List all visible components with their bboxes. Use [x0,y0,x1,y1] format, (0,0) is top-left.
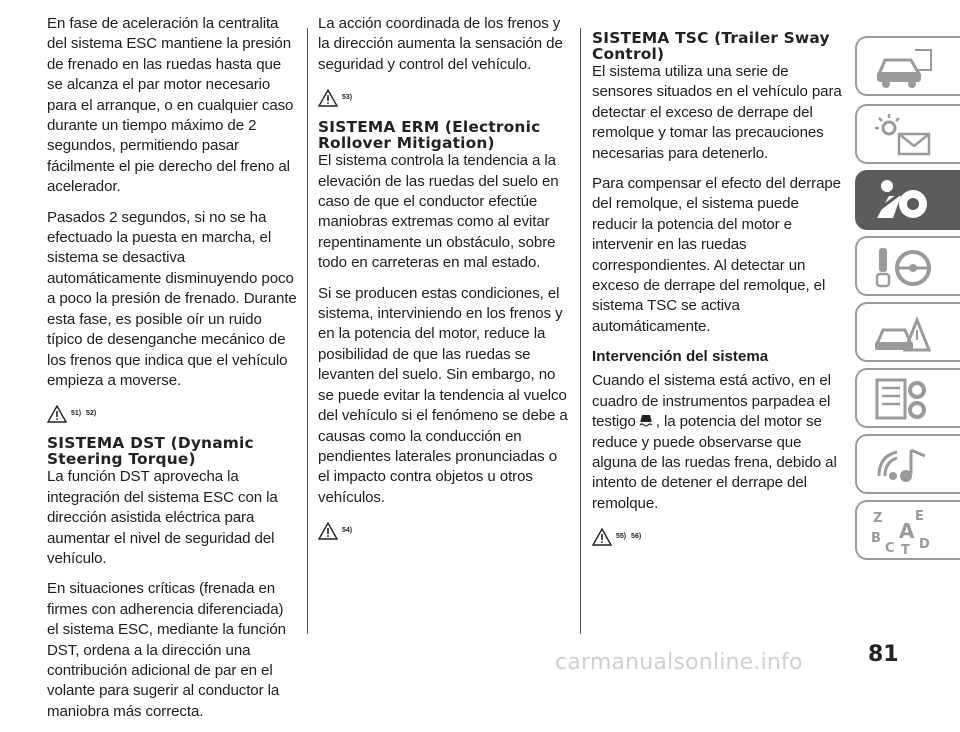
column-1 [47,14,297,732]
index-letter: Z [873,511,883,526]
warning-refs[interactable]: 53) [342,94,353,102]
column-divider [580,28,581,634]
tab-multimedia[interactable] [855,434,960,494]
warning-triangle-icon [318,89,338,107]
driving-icon [871,244,933,290]
tab-warning-lights[interactable] [855,104,960,164]
paragraph: Si se producen estas condiciones, el sistema, interviniendo en los frenos y en la potencia del motor, reduce la posibilidad de que las ruedas se levanten del suelo. Sin embargo, no se puede evitar la tendencia al vuelco del vehículo si el fenómeno se debe a causas como la conducción en pendientes laterales pronunciadas o el impacto contra objetos u otros vehículos. [318,284,568,506]
index-letter: D [919,537,930,552]
index-letter: T [901,543,910,554]
warning-reference [47,401,297,423]
paragraph: Pasados 2 segundos, si no se ha efectuado la puesta en marcha, el sistema se desactiva automáticamente disminuyendo poco a poco la presión de frenado. Durante esta fase, es posible oír un ruido típico de desenganche mecánico de los frenos que indica que el vehículo empieza a moverse. [47,208,297,389]
safety-icon [871,178,933,224]
tab-driving[interactable] [855,236,960,296]
tab-maintenance[interactable] [855,368,960,428]
page-number: 81 [868,642,899,667]
paragraph: En situaciones críticas (frenada en firmes con adherencia diferenciada) el sistema ESC, mediante la función DST, ordena a la dirección una contribución adicional de par en el volante para sugerir al conductor la maniobra más correcta. [47,580,286,720]
warning-reference [318,85,568,107]
maintenance-icon [871,376,933,422]
index-letter: A [899,519,915,543]
paragraph [592,371,842,514]
index-letter: C [885,541,895,554]
car-info-icon [871,44,933,90]
warning-refs[interactable]: 51) 52) [71,410,97,418]
paragraph: La acción coordinada de los frenos y la dirección aumenta la sensación de seguridad y control del vehículo. [318,15,563,73]
multimedia-icon [871,442,933,488]
warning-refs[interactable]: 55) 56) [616,533,642,541]
section-heading: SISTEMA ERM (Electronic Rollover Mitigation) [318,118,541,153]
paragraph-text: Cuando el sistema está activo, en el cuadro de instrumentos parpadea el testigo [592,372,831,431]
column-divider [307,28,308,634]
index-letter: E [915,509,924,524]
warning-triangle-icon [47,405,67,423]
section-heading: SISTEMA DST (Dynamic Steering Torque) [47,434,254,469]
subheading: Intervención del sistema [592,348,769,366]
watermark: carmanualsonline.info [555,650,803,675]
warning-triangle-icon [318,522,338,540]
tab-safety[interactable] [855,170,960,230]
warning-triangle-icon [592,528,612,546]
index-letter: B [871,531,881,546]
paragraph: El sistema controla la tendencia a la elevación de las ruedas del suelo en caso de que el conductor efectúe maniobras extremas como al evitar repentinamente un obstáculo, sobre todo en carreteras en mal estado. [318,152,559,272]
paragraph: La función DST aprovecha la integración del sistema ESC con la dirección asistida eléctrica para aumentar el nivel de seguridad del vehículo. [47,468,278,567]
emergency-icon [871,310,933,356]
warning-reference [592,524,842,546]
warning-lights-icon [871,112,933,158]
paragraph: Para compensar el efecto del derrape del remolque, el sistema puede reducir la potencia del motor e intervenir en las ruedas correspondientes. Al detectar un exceso de derrape del remolque, el sistema TSC se activa automáticamente. [592,175,841,335]
esc-warning-light-icon [638,412,654,428]
section-heading: SISTEMA TSC (Trailer Sway Control) [592,29,830,63]
column-3 [592,30,842,558]
paragraph: El sistema utiliza una serie de sensores situados en el vehículo para detectar el exceso de derrape del remolque y tomar las precauciones necesarias para detenerlo. [592,63,842,162]
column-2 [318,14,568,552]
paragraph-text: , la potencia del motor se reduce y puede observarse que alguna de las ruedas frena, debido al intento de detener el derrape del remolque. [592,413,837,512]
tab-car-info[interactable] [855,36,960,96]
tab-index[interactable] [855,500,960,560]
tab-emergency[interactable] [855,302,960,362]
index-icon [871,508,933,554]
warning-refs[interactable]: 54) [342,527,353,535]
paragraph: En fase de aceleración la centralita del sistema ESC mantiene la presión de frenado en las ruedas hasta que se alcanza el par motor necesario para el arranque, o en cualquier caso durante un tiempo máximo de 2 segundos, permitiendo pasar fácilmente el pie derecho del freno al acelerador. [47,15,294,196]
warning-reference [318,518,568,540]
